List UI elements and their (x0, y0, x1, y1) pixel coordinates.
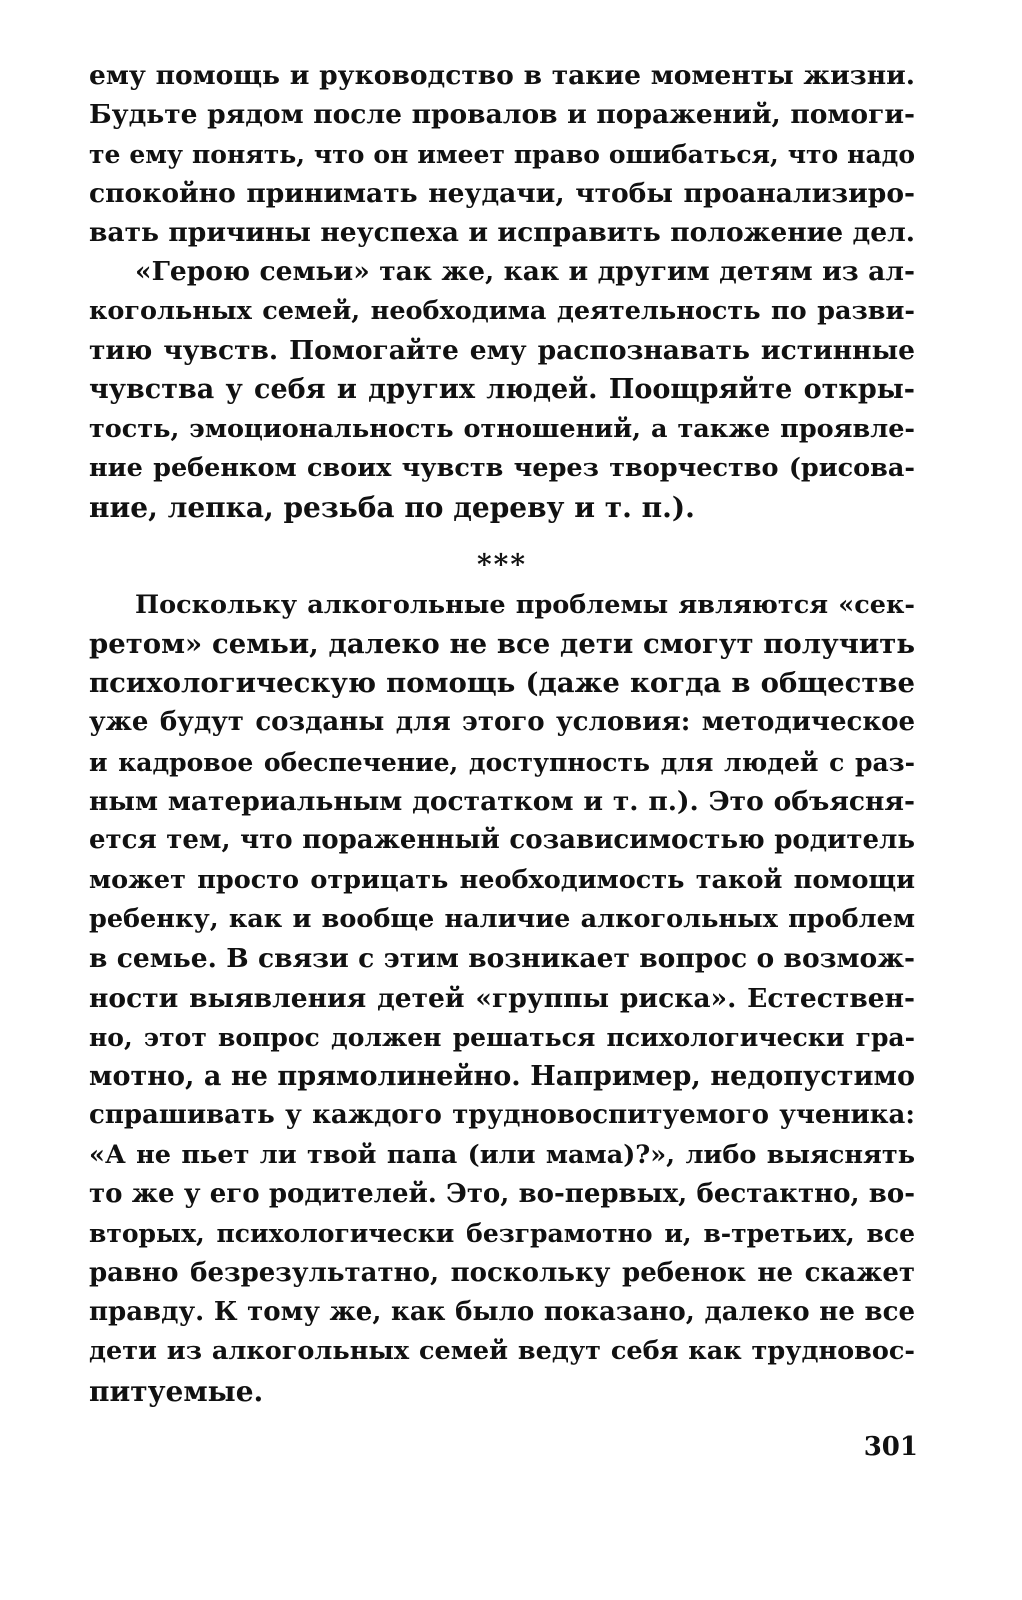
text-line: ние ребенком своих чувств через творчество (рисова- (89, 452, 915, 483)
text-line: и кадровое обеспечение, доступность для людей с раз- (89, 747, 915, 777)
text-line: ние, лепка, резьба по дереву и т. п.). (89, 491, 695, 525)
text-line: равно безрезультатно, поскольку ребенок не скажет (89, 1257, 915, 1288)
text-line: «Герою семьи» так же, как и другим детям из ал- (135, 256, 915, 288)
text-line: тию чувств. Помогайте ему распознавать истинные (89, 335, 915, 367)
page-number: 301 (863, 1432, 918, 1462)
text-line: ретом» семьи, далеко не все дети смогут получить (89, 627, 915, 660)
page-text (89, 56, 915, 1411)
text-line: вторых, психологически безграмотно и, в-третьих, все (89, 1219, 915, 1249)
text-line: но, этот вопрос должен решаться психологически гра- (89, 1022, 915, 1052)
text-line: спокойно принимать неудачи, чтобы проанализиро- (89, 177, 915, 209)
text-line: Будьте рядом после провалов и поражений, помоги- (89, 99, 915, 131)
paragraph-3 (89, 586, 915, 1411)
text-line: дети из алкогольных семей ведут себя как трудновос- (89, 1336, 915, 1367)
text-line: правду. К тому же, как было показано, далеко не все (89, 1296, 915, 1327)
paragraph-2 (89, 252, 915, 527)
text-line: чувства у себя и других людей. Поощряйте откры- (89, 374, 915, 406)
text-line: спрашивать у каждого трудновоспитуемого ученика: (89, 1100, 915, 1131)
paragraph-1 (89, 56, 915, 252)
text-line: мотно, а не прямолинейно. Например, недопустимо (89, 1061, 915, 1093)
text-line: психологическую помощь (даже когда в обществе (89, 667, 915, 700)
text-line: те ему понять, что он имеет право ошибаться, что надо (89, 139, 915, 169)
text-line: ется тем, что пораженный созависимостью родитель (89, 825, 915, 856)
text-line: уже будут созданы для этого условия: методическое (89, 707, 915, 738)
text-line: может просто отрицать необходимость такой помощи (89, 864, 915, 895)
text-line: тость, эмоциональность отношений, а также проявле- (89, 413, 915, 444)
text-line: ребенку, как и вообще наличие алкогольных проблем (89, 903, 915, 934)
text-line: Поскольку алкогольные проблемы являются «сек- (135, 589, 915, 620)
text-line: «А не пьет ли твой папа (или мама)?», либо выяснять (89, 1139, 915, 1170)
text-line: ности выявления детей «группы риска». Естествен- (89, 982, 915, 1014)
text-line: когольных семей, необходима деятельность по разви- (89, 295, 915, 326)
text-line: ему помощь и руководство в такие моменты жизни. (89, 60, 915, 91)
text-line: питуемые. (89, 1374, 264, 1408)
text-line: вать причины неуспеха и исправить положение дел. (89, 217, 915, 249)
text-line: в семье. В связи с этим возникает вопрос о возмож- (89, 943, 915, 975)
text-line: ным материальным достатком и т. п.). Это объясня- (89, 786, 915, 818)
text-line: то же у его родителей. Это, во-первых, бестактно, во- (89, 1179, 915, 1210)
section-separator: *** (477, 547, 527, 581)
